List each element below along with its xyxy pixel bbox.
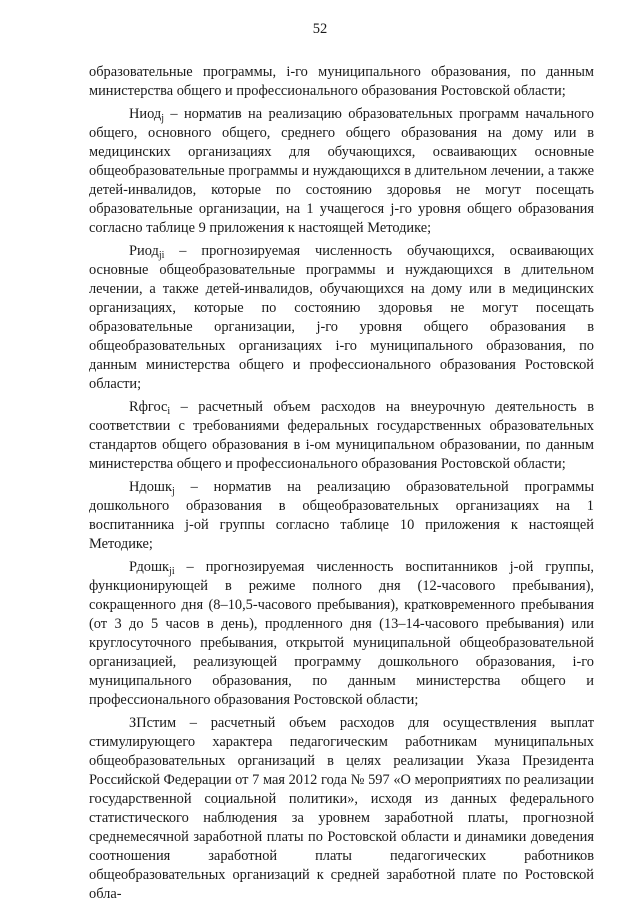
variable-subscript: ji	[169, 566, 175, 577]
paragraph-rdoshk	[89, 558, 594, 710]
paragraph-text: – расчетный объем расходов на внеурочную деятельность в соответствии с требованиями федеральных государственных образовательных стандартов общего образования в i-ом муниципальном образовании, по данным министерства общего и профессионального образования Ростовской области;	[89, 399, 594, 472]
variable-subscript: ji	[158, 250, 165, 261]
variable-subscript: j	[161, 113, 164, 124]
paragraph-riod	[89, 242, 594, 394]
paragraph-text: – норматив на реализацию образовательных программ начального общего, основного общего, среднего общего образования на дому или в медицинских организациях для обучающихся, осваивающих основные общеобразовательные программы и нуждающихся в длительном лечении, а также детей-инвалидов, которые по состоянию здоровья не могут посещать образовательные организации, на 1 учащегося j-го уровня общего образования согласно таблице 9 приложения к настоящей Методике;	[89, 106, 594, 236]
variable-name: Рдошк	[129, 559, 170, 575]
paragraph-text: – прогнозируемая численность обучающихся, осваивающих основные общеобразовательные программы и нуждающихся в длительном лечении, а также детей-инвалидов, обучающихся на дому или в медицинских организациях, которые по состоянию здоровья не могут посещать образовательные организации, j-го уровня общего образования в общеобразовательных организациях i-го муниципального образования, по данным министерства общего и профессионального образования Ростовской области;	[89, 243, 594, 392]
variable-name: Ниод	[129, 106, 162, 122]
paragraph-continuation	[89, 63, 594, 101]
paragraph-niod	[89, 105, 594, 238]
body-text	[89, 63, 594, 908]
variable-name: Rфгос	[129, 399, 168, 415]
paragraph-text: ЗПстим – расчетный объем расходов для осуществления выплат стимулирующего характера педагогическим работникам муниципальных общеобразовательных организаций в целях реализации Указа Президента Российской Федерации от 7 мая 2012 года № 597 «О мероприятиях по реализации государственной социальной политики», исходя из данных федерального статистического наблюдения за уровнем заработной платы, прогнозной среднемесячной заработной платы по Ростовской области и динамики доведения соотношения заработной платы педагогических работников общеобразовательных организаций к средней заработной плате по Ростовской обла-	[89, 715, 594, 902]
variable-subscript: i	[167, 406, 171, 417]
paragraph-text: образовательные программы, i-го муниципального образования, по данным министерства общего и профессионального образования Ростовской области;	[89, 64, 594, 99]
page-number: 52	[312, 21, 328, 37]
variable-name: Риод	[129, 243, 159, 259]
variable-subscript: j	[171, 486, 175, 497]
paragraph-zpstim	[89, 714, 594, 904]
paragraph-ndoshk	[89, 478, 594, 554]
variable-name: Ндошк	[129, 479, 172, 495]
paragraph-rfgos	[89, 398, 594, 474]
paragraph-text: – норматив на реализацию образовательной программы дошкольного образования в общеобразовательных организациях на 1 воспитанника j-ой группы согласно таблице 10 приложения к настоящей Методике;	[89, 479, 594, 552]
paragraph-text: – прогнозируемая численность воспитанников j-ой группы, функционирующей в режиме полного дня (12-часового пребывания), сокращенного дня (8–10,5-часового пребывания), кратковременного пребывания (от 3 до 5 часов в день), продленного дня (13–14-часового пребывания) или круглосуточного пребывания, открытой муниципальной общеобразовательной организацией, реализующей программу дошкольного образования, i-го муниципального образования, по данным министерства общего и профессионального образования Ростовской области;	[89, 559, 594, 708]
